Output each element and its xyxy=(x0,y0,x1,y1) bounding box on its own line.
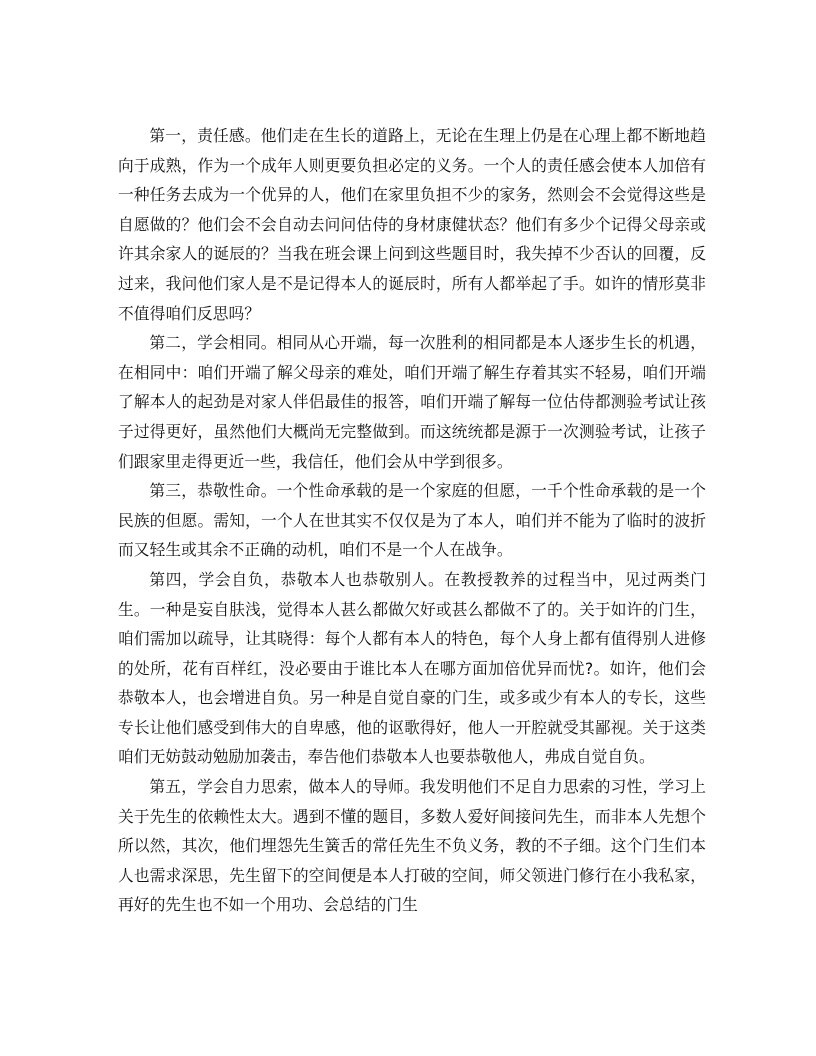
paragraph-independent-thinking: 第五，学会自力思索，做本人的导师。我发明他们不足自力思索的习性，学习上关于先生的依赖性太大。遇到不懂的题目，多数人爱好间接问先生，而非本人先想个所以然，其次，他们埋怨先生簧舌的常任先生不负义务，教的不子细。这个门生们本人也需求深思，先生留下的空间便是本人打破的空间，师父领进门修行在小我私家，再好的先生也不如一个用功、会总结的门生 xyxy=(118,777,706,915)
paragraph-respect-life: 第三，恭敬性命。一个性命承载的是一个家庭的但愿，一千个性命承载的是一个民族的但愿。需知，一个人在世其实不仅仅是为了本人，咱们并不能为了临时的波折而又轻生或其余不正确的动机，咱们不是一个人在战争。 xyxy=(118,481,706,560)
document-body xyxy=(118,121,706,920)
paragraph-communication: 第二，学会相同。相同从心开端，每一次胜利的相同都是本人逐步生长的机遇，在相同中：咱们开端了解父母亲的难处，咱们开端了解生存着其实不轻易，咱们开端了解本人的起劲是对家人伴侣最佳的报答，咱们开端了解每一位估侍都测验考试让孩子过得更好，虽然他们大概尚无完整做到。而这统统都是源于一次测验考试，让孩子们跟家里走得更近一些，我信任，他们会从中学到很多。 xyxy=(118,333,706,471)
paragraph-self-confidence: 第四，学会自负，恭敬本人也恭敬别人。在教授教养的过程当中，见过两类门生。一种是妄自肤浅，觉得本人甚么都做欠好或甚么都做不了的。关于如许的门生，咱们需加以疏导，让其晓得：每个人都有本人的特色，每个人身上都有值得别人进修的处所，花有百样红，没必要由于谁比本人在哪方面加倍优异而忧?。如许，他们会恭敬本人，也会增进自负。另一种是自觉自豪的门生，或多或少有本人的专长，这些专长让他们感受到伟大的自卑感，他的讴歌得好，他人一开腔就受其鄙视。关于这类咱们无妨鼓动勉励加袭击，奉告他们恭敬本人也要恭敬他人，弗成自觉自负。 xyxy=(118,569,706,767)
paragraph-responsibility: 第一，责任感。他们走在生长的道路上，无论在生理上仍是在心理上都不断地趋向于成熟，作为一个成年人则更要负担必定的义务。一个人的责任感会使本人加倍有一种任务去成为一个优异的人，他们在家里负担不少的家务，然则会不会觉得这些是自愿做的？他们会不会自动去问问估侍的身材康健状态？他们有多少个记得父母亲或许其余家人的诞辰的？当我在班会课上问到这些题目时，我失掉不少否认的回覆，反过来，我问他们家人是不是记得本人的诞辰时，所有人都举起了手。如许的情形莫非不值得咱们反思吗？ xyxy=(118,126,706,323)
